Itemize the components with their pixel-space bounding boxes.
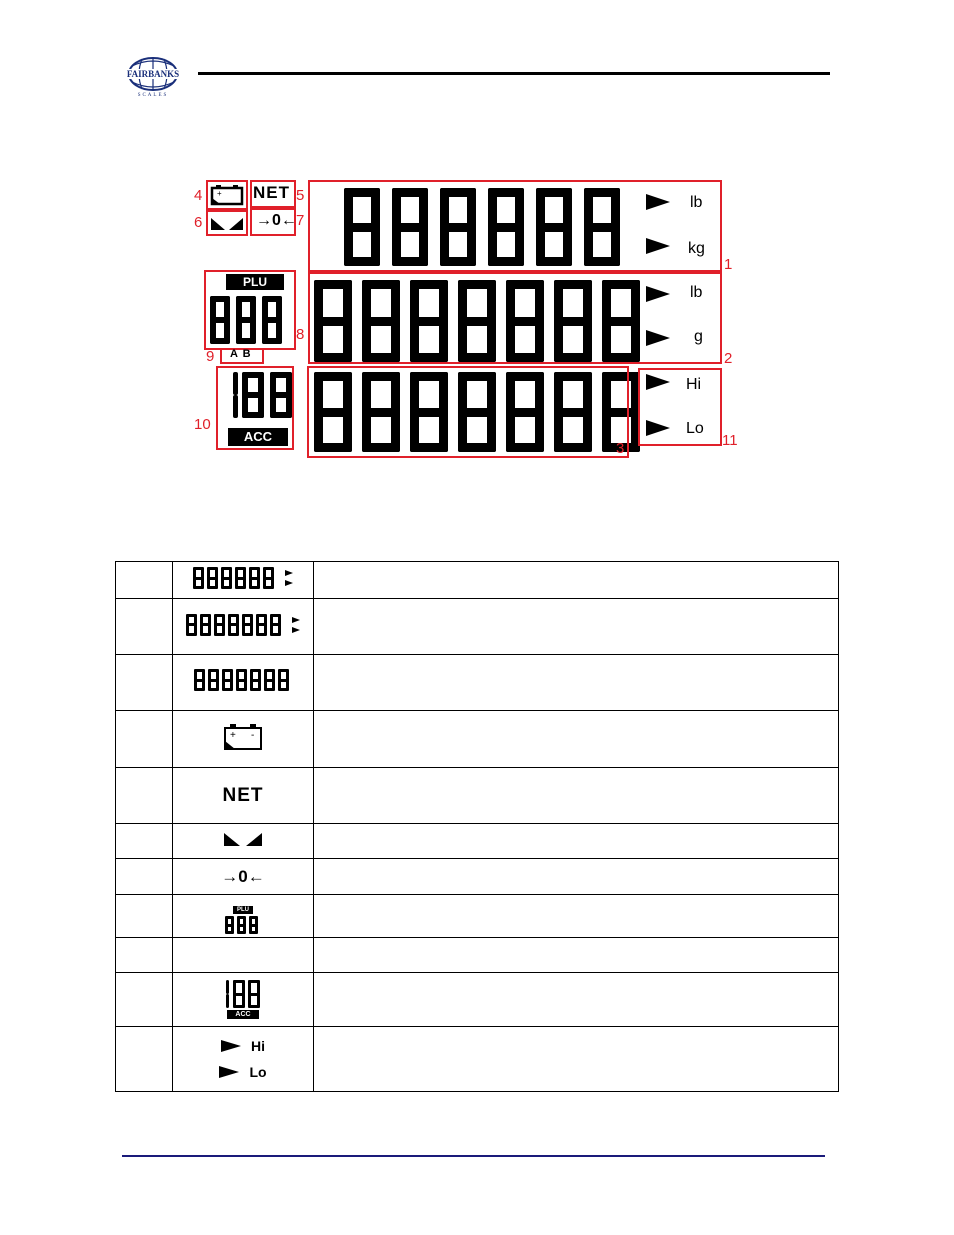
lcd-segment	[249, 924, 258, 927]
table-row	[116, 895, 839, 938]
mini-arrow	[292, 627, 300, 633]
lcd-segment	[278, 679, 289, 682]
net-label: NET	[253, 183, 290, 202]
lcd-digit	[250, 669, 261, 691]
acc-icon	[225, 980, 261, 1019]
row-description-cell	[314, 768, 839, 824]
row-description-cell	[314, 599, 839, 655]
lcd-segment	[222, 679, 233, 682]
lcd-digit	[194, 669, 205, 691]
table-lo-line	[219, 1064, 266, 1080]
lcd-segment	[236, 679, 247, 682]
callout-9: 9	[206, 348, 215, 365]
table-hi-arrow	[221, 1040, 241, 1052]
table-hi-label: Hi	[250, 1038, 265, 1054]
table-row	[116, 655, 839, 711]
arrow-lb-1	[646, 194, 670, 210]
lcd-digit	[242, 614, 253, 636]
unit-price-display-icon	[186, 613, 300, 637]
net-icon	[223, 785, 264, 807]
legend-table	[115, 561, 839, 1092]
row-icon-cell	[173, 938, 314, 973]
main-weight-display-icon	[193, 566, 293, 590]
table-row	[116, 768, 839, 824]
lcd-digit	[222, 669, 233, 691]
battery-icon	[223, 723, 263, 751]
row-number-cell	[116, 973, 173, 1027]
table-row	[116, 599, 839, 655]
mini-arrow	[292, 617, 300, 623]
lcd-segment	[270, 623, 281, 626]
callout-11: 11	[722, 432, 738, 449]
table-zero-label: →0←	[221, 866, 265, 886]
lcd-display-figure	[190, 176, 750, 460]
svg-text:FAIRBANKS: FAIRBANKS	[126, 69, 180, 79]
callout-4: 4	[194, 187, 203, 204]
arrow-lo	[646, 420, 670, 436]
footer-rule	[122, 1155, 825, 1157]
lcd-digit	[228, 614, 239, 636]
lcd-digit	[249, 916, 258, 934]
row-icon-cell	[173, 562, 314, 599]
arrow-hi	[646, 374, 670, 390]
row-icon-cell	[173, 859, 314, 895]
lcd-segment	[200, 623, 211, 626]
row-number-cell	[116, 655, 173, 711]
row-number-cell	[116, 895, 173, 938]
lcd-digit	[256, 614, 267, 636]
lcd-segment	[263, 577, 274, 580]
mini-digit-group	[193, 567, 277, 589]
hi-lo-icon	[219, 1033, 266, 1085]
lcd-digit	[200, 614, 211, 636]
lcd-segment	[221, 577, 232, 580]
table-row	[116, 938, 839, 973]
lcd-digit	[270, 614, 281, 636]
table-row	[116, 859, 839, 895]
ab-label: A B	[230, 348, 252, 360]
table-lo-label: Lo	[249, 1064, 267, 1080]
table-net-label: NET	[222, 784, 264, 806]
row-number-cell	[116, 824, 173, 859]
table-row	[116, 711, 839, 768]
mini-digit-group	[225, 916, 261, 934]
arrow-kg	[646, 238, 670, 254]
table-plu-badge: PLU	[233, 906, 253, 914]
lcd-segment	[186, 623, 197, 626]
row-description-cell	[314, 824, 839, 859]
lcd-segment	[193, 577, 204, 580]
lcd-digit	[263, 567, 274, 589]
lcd-segment	[226, 980, 229, 994]
arrow-g	[646, 330, 670, 346]
svg-text:-: -	[251, 729, 255, 741]
lcd-segment	[225, 924, 234, 927]
table-hi-line	[221, 1038, 265, 1054]
unit-lb-1: lb	[690, 194, 703, 211]
row-icon-cell	[173, 768, 314, 824]
arrow-lb-2	[646, 286, 670, 302]
lcd-segment	[194, 679, 205, 682]
unit-lb-2: lb	[690, 284, 703, 301]
lcd-segment	[207, 577, 218, 580]
lcd-digit	[248, 980, 260, 1008]
lcd-digit	[193, 567, 204, 589]
row-icon-cell	[173, 655, 314, 711]
lcd-digit	[208, 669, 219, 691]
mini-unit-arrows	[285, 566, 293, 590]
battery-icon	[210, 184, 244, 206]
table-acc-digits	[225, 980, 261, 1008]
lcd-digit	[214, 614, 225, 636]
unit-hi: Hi	[686, 376, 702, 393]
table-row	[116, 562, 839, 599]
row-number-cell	[116, 768, 173, 824]
row-description-cell	[314, 562, 839, 599]
table-battery-svg	[223, 723, 263, 751]
row-description-cell	[314, 973, 839, 1027]
lcd-digit	[235, 567, 246, 589]
zero-icon	[221, 867, 264, 887]
lcd-digit	[233, 980, 245, 1008]
table-lo-arrow	[219, 1066, 239, 1078]
table-row	[116, 824, 839, 859]
row-icon-cell	[173, 599, 314, 655]
callout-8: 8	[296, 326, 305, 343]
lcd-segment	[248, 993, 260, 996]
lcd-segment	[237, 924, 246, 927]
lcd-segment	[208, 679, 219, 682]
zero-label: →0←	[256, 212, 297, 229]
lcd-digit	[225, 916, 234, 934]
lcd-segment	[235, 577, 246, 580]
row-number-cell	[116, 859, 173, 895]
table-acc-badge: ACC	[227, 1010, 258, 1019]
box-total-display	[307, 366, 629, 458]
mini-arrow	[285, 580, 293, 586]
lcd-segment	[256, 623, 267, 626]
row-description-cell	[314, 1027, 839, 1092]
callout-1: 1	[724, 256, 733, 273]
lcd-segment	[214, 623, 225, 626]
row-number-cell	[116, 1027, 173, 1092]
row-icon-cell	[173, 1027, 314, 1092]
callout-2: 2	[724, 350, 733, 367]
lcd-digit	[278, 669, 289, 691]
lcd-digit	[207, 567, 218, 589]
row-icon-cell	[173, 895, 314, 938]
row-number-cell	[116, 599, 173, 655]
mini-digit-group	[194, 669, 292, 691]
lcd-digit	[186, 614, 197, 636]
unit-kg: kg	[688, 240, 705, 257]
row-number-cell	[116, 711, 173, 768]
svg-text:SCALES: SCALES	[137, 93, 169, 98]
callout-5: 5	[296, 187, 305, 204]
fairbanks-logo	[122, 56, 184, 98]
lcd-segment	[226, 994, 229, 1008]
svg-text:+: +	[217, 189, 222, 198]
row-number-cell	[116, 938, 173, 973]
lcd-segment	[242, 623, 253, 626]
plu-icon	[225, 906, 261, 934]
row-description-cell	[314, 938, 839, 973]
table-stable-svg	[223, 831, 263, 847]
unit-g: g	[694, 328, 703, 345]
acc-badge: ACC	[228, 428, 288, 446]
callout-10: 10	[194, 416, 211, 433]
row-description-cell	[314, 859, 839, 895]
row-description-cell	[314, 655, 839, 711]
table-row	[116, 973, 839, 1027]
row-icon-cell	[173, 824, 314, 859]
mini-unit-arrows	[292, 613, 300, 637]
callout-3: 3	[616, 440, 625, 457]
row-icon-cell	[173, 711, 314, 768]
row-icon-cell	[173, 973, 314, 1027]
svg-text:+: +	[230, 729, 236, 741]
lcd-segment	[250, 679, 261, 682]
unit-lo: Lo	[686, 420, 704, 437]
lcd-digit	[221, 567, 232, 589]
lcd-segment	[233, 993, 245, 996]
stable-icon	[210, 216, 244, 232]
mini-digit-group	[186, 614, 284, 636]
lcd-digit	[264, 669, 275, 691]
callout-6: 6	[194, 214, 203, 231]
mini-arrow	[285, 570, 293, 576]
lcd-digit	[225, 980, 229, 1008]
table-row	[116, 1027, 839, 1092]
total-price-display-icon	[194, 669, 292, 691]
callout-7: 7	[296, 212, 305, 229]
lcd-digit	[236, 669, 247, 691]
plu-badge: PLU	[226, 274, 284, 290]
header-rule	[198, 72, 830, 75]
lcd-digit	[249, 567, 260, 589]
row-description-cell	[314, 711, 839, 768]
lcd-segment	[228, 623, 239, 626]
stable-icon	[223, 831, 263, 847]
row-number-cell	[116, 562, 173, 599]
lcd-digit	[237, 916, 246, 934]
lcd-segment	[264, 679, 275, 682]
lcd-segment	[249, 577, 260, 580]
row-description-cell	[314, 895, 839, 938]
